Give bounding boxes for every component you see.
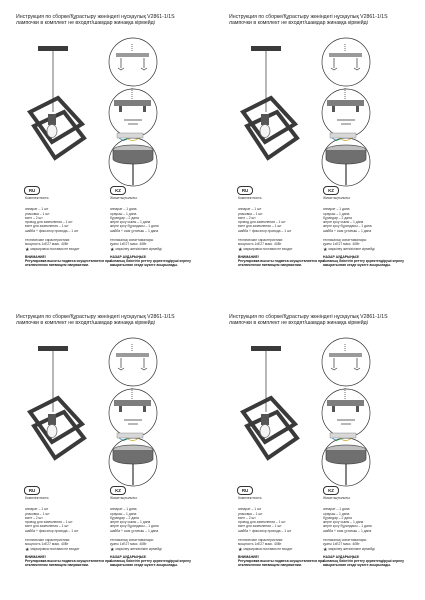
- star-icon: ★: [110, 547, 115, 553]
- contents-item: бұрандар – 2 дана: [110, 515, 139, 520]
- contents-item: бұрандар – 2 дана: [110, 215, 139, 220]
- contents-item: жерге қосу сымы – 1 дана: [110, 520, 151, 525]
- detail-wiring-icon: [322, 133, 370, 186]
- marking-note-ru: [238, 547, 293, 552]
- warning-title-ru: ВНИМАНИЕ!: [25, 555, 46, 559]
- lamp-illustration: [30, 46, 84, 158]
- contents-header-ru: Комплектность:: [238, 196, 263, 200]
- detail-ceiling-plate-icon: [109, 338, 157, 386]
- lamp-illustration: [243, 346, 297, 458]
- contents-item: шайба + сым ұстағыш – 1 дана: [110, 228, 159, 233]
- star-icon: ★: [25, 547, 30, 553]
- contents-item: шайба + сым ұстағыш – 1 дана: [110, 528, 159, 533]
- contents-item: орауыш – 1 дана: [323, 511, 350, 516]
- marking-text-ru: маркировка поставки не входят: [243, 547, 293, 551]
- contents-item: аппарат – 1 шт: [238, 507, 262, 512]
- detail-bracket-mount-icon: [109, 388, 157, 437]
- instruction-sheet: [0, 0, 212, 300]
- spec-title-kz: техникалық сипаттамалары:: [110, 238, 154, 243]
- contents-item: провод для заземления – 1 шт: [25, 220, 73, 225]
- title-line-2: лампочки в комплект не входят/шамдар жинаққа кірмейді: [229, 20, 368, 27]
- marking-note-ru: [25, 247, 80, 252]
- spec-title-ru: технические характеристики:: [25, 238, 71, 243]
- contents-item: винт для заземления – 1 шт: [25, 524, 69, 529]
- contents-list-ru: [238, 196, 328, 247]
- warning-title-ru: ВНИМАНИЕ!: [25, 255, 46, 259]
- marking-text-ru: маркировка поставки не входят: [243, 247, 293, 251]
- title-line-2: лампочки в комплект не входят/шамдар жинаққа кірмейді: [229, 320, 368, 327]
- marking-text-kz: маркілеу жеткізілімге кірмейді: [328, 547, 375, 551]
- contents-item: аппарат – 1 дана: [110, 507, 137, 512]
- contents-item: аппарат – 1 дана: [323, 207, 350, 212]
- contents-item: бұрандар – 2 дана: [323, 515, 352, 520]
- lamp-illustration: [30, 346, 84, 458]
- contents-item: винт для заземления – 1 шт: [25, 224, 69, 229]
- contents-item: провод для заземления – 1 шт: [238, 220, 286, 225]
- marking-note-kz: [323, 547, 375, 552]
- contents-item: жерге қосу бұрандасы – 1 дана: [323, 224, 372, 229]
- contents-item: аппарат – 1 шт: [238, 207, 262, 212]
- language-badge-ru: RU: [237, 486, 253, 495]
- detail-ceiling-plate-icon: [322, 38, 370, 86]
- contents-list-ru: [25, 196, 115, 247]
- warning-title-kz: НАЗАР АУДАРЫҢЫЗ!: [323, 255, 360, 259]
- spec-title-ru: технические характеристики:: [238, 238, 284, 243]
- title-line-1: Инструкция по сборке/Құрастыру жөніндегі нұсқаулық V2861-1/1S: [16, 314, 175, 320]
- contents-item: жерге қосу сымы – 1 дана: [323, 520, 364, 525]
- marking-note-kz: [323, 247, 375, 252]
- title-line-2: лампочки в комплект не входят/шамдар жинаққа кірмейді: [16, 20, 155, 27]
- warning-title-ru: ВНИМАНИЕ!: [238, 555, 259, 559]
- contents-list-kz: [110, 496, 200, 547]
- title-line-1: Инструкция по сборке/Құрастыру жөніндегі нұсқаулық V2861-1/1S: [229, 314, 388, 320]
- contents-item: упаковка – 1 шт: [238, 211, 263, 216]
- spec-value-ru: мощность 1xE27 макс. 40Вт: [25, 242, 69, 247]
- warning-text-kz: Аспаның биіктігін реттеу қоректендіруші кернеу ажыратылған кезде жүзеге асырылады.: [323, 259, 404, 268]
- star-icon: ★: [238, 247, 243, 253]
- warning-ru: [25, 255, 121, 268]
- contents-item: бұрандар – 2 дана: [323, 215, 352, 220]
- contents-header-kz: Жиынтықтылығы:: [110, 496, 138, 500]
- spec-value-ru: мощность 1xE27 макс. 40Вт: [238, 242, 282, 247]
- lamp-illustration: [243, 46, 297, 158]
- warning-text-ru: Регулировка высоты подвеса осуществляется при отключенном питающем напряжении.: [238, 559, 325, 568]
- contents-item: провод для заземления – 1 шт: [238, 520, 286, 525]
- star-icon: ★: [323, 547, 328, 553]
- contents-item: винт – 2 шт: [25, 515, 43, 520]
- contents-list-kz: [323, 496, 413, 547]
- contents-item: шайба + фиксатор провода – 1 шт: [238, 528, 292, 533]
- detail-bracket-mount-icon: [109, 88, 157, 137]
- language-badge-kz: KZ: [110, 486, 126, 495]
- warning-ru: [238, 255, 334, 268]
- contents-item: винт – 2 шт: [238, 215, 256, 220]
- contents-list-ru: [25, 496, 115, 547]
- contents-item: шайба + сым ұстағыш – 1 дана: [323, 228, 372, 233]
- warning-ru: [25, 555, 121, 568]
- language-badge-kz: KZ: [110, 186, 126, 195]
- contents-item: орауыш – 1 дана: [110, 211, 137, 216]
- marking-note-kz: [110, 547, 162, 552]
- page-title: [229, 14, 425, 27]
- spec-title-kz: техникалық сипаттамалары:: [323, 238, 367, 243]
- title-line-1: Инструкция по сборке/Құрастыру жөніндегі нұсқаулық V2861-1/1S: [229, 14, 388, 20]
- detail-wiring-icon: [109, 433, 157, 486]
- marking-note-ru: [238, 247, 293, 252]
- instruction-sheet: [213, 300, 425, 600]
- contents-item: винт для заземления – 1 шт: [238, 224, 282, 229]
- contents-header-ru: Комплектность:: [25, 196, 50, 200]
- detail-bracket-mount-icon: [322, 88, 370, 137]
- detail-ceiling-plate-icon: [109, 38, 157, 86]
- contents-item: жерге қосу сымы – 1 дана: [110, 220, 151, 225]
- warning-text-ru: Регулировка высоты подвеса осуществляется при отключенном питающем напряжении.: [25, 559, 112, 568]
- contents-item: упаковка – 1 шт: [238, 511, 263, 516]
- star-icon: ★: [238, 547, 243, 553]
- warning-kz: [323, 555, 419, 568]
- contents-item: жерге қосу бұрандасы – 1 дана: [110, 224, 159, 229]
- page-title: [16, 14, 212, 27]
- marking-text-kz: маркілеу жеткізілімге кірмейді: [115, 247, 162, 251]
- warning-text-ru: Регулировка высоты подвеса осуществляется при отключенном питающем напряжении.: [25, 259, 112, 268]
- contents-item: аппарат – 1 шт: [25, 507, 49, 512]
- contents-header-ru: Комплектность:: [238, 496, 263, 500]
- marking-text-ru: маркировка поставки не входят: [30, 547, 80, 551]
- contents-item: шайба + фиксатор провода – 1 шт: [25, 528, 79, 533]
- contents-item: шайба + сым ұстағыш – 1 дана: [323, 528, 372, 533]
- warning-title-kz: НАЗАР АУДАРЫҢЫЗ!: [110, 255, 147, 259]
- contents-item: аппарат – 1 дана: [110, 207, 137, 212]
- warning-title-ru: ВНИМАНИЕ!: [238, 255, 259, 259]
- contents-list-kz: [323, 196, 413, 247]
- title-line-1: Инструкция по сборке/Құрастыру жөніндегі нұсқаулық V2861-1/1S: [16, 14, 175, 20]
- language-badge-ru: RU: [237, 186, 253, 195]
- warning-text-ru: Регулировка высоты подвеса осуществляется при отключенном питающем напряжении.: [238, 259, 325, 268]
- contents-item: шайба + фиксатор провода – 1 шт: [25, 228, 79, 233]
- language-badge-kz: KZ: [323, 186, 339, 195]
- contents-item: жерге қосу бұрандасы – 1 дана: [323, 524, 372, 529]
- contents-item: винт – 2 шт: [25, 215, 43, 220]
- spec-value-kz: қуаты 1xE27 макс. 40Вт: [323, 242, 360, 247]
- language-badge-kz: KZ: [323, 486, 339, 495]
- instruction-sheet: [213, 0, 425, 300]
- title-line-2: лампочки в комплект не входят/шамдар жинаққа кірмейді: [16, 320, 155, 327]
- contents-item: провод для заземления – 1 шт: [25, 520, 73, 525]
- spec-title-kz: техникалық сипаттамалары:: [323, 538, 367, 543]
- warning-kz: [110, 555, 206, 568]
- spec-value-kz: қуаты 1xE27 макс. 40Вт: [110, 542, 147, 547]
- contents-header-kz: Жиынтықтылығы:: [110, 196, 138, 200]
- spec-value-kz: қуаты 1xE27 макс. 40Вт: [323, 542, 360, 547]
- star-icon: ★: [110, 247, 115, 253]
- contents-item: шайба + фиксатор провода – 1 шт: [238, 228, 292, 233]
- contents-item: упаковка – 1 шт: [25, 511, 50, 516]
- contents-item: упаковка – 1 шт: [25, 211, 50, 216]
- marking-note-ru: [25, 547, 80, 552]
- contents-item: жерге қосу сымы – 1 дана: [323, 220, 364, 225]
- warning-kz: [323, 255, 419, 268]
- star-icon: ★: [323, 247, 328, 253]
- contents-item: орауыш – 1 дана: [110, 511, 137, 516]
- instruction-sheet: [0, 300, 212, 600]
- warning-text-kz: Аспаның биіктігін реттеу қоректендіруші кернеу ажыратылған кезде жүзеге асырылады.: [323, 559, 404, 568]
- detail-wiring-icon: [322, 433, 370, 486]
- detail-ceiling-plate-icon: [322, 338, 370, 386]
- contents-header-kz: Жиынтықтылығы:: [323, 496, 351, 500]
- warning-text-kz: Аспаның биіктігін реттеу қоректендіруші кернеу ажыратылған кезде жүзеге асырылады.: [110, 259, 191, 268]
- spec-title-kz: техникалық сипаттамалары:: [110, 538, 154, 543]
- language-badge-ru: RU: [24, 186, 40, 195]
- star-icon: ★: [25, 247, 30, 253]
- marking-text-ru: маркировка поставки не входят: [30, 247, 80, 251]
- contents-list-kz: [110, 196, 200, 247]
- contents-item: аппарат – 1 шт: [25, 207, 49, 212]
- detail-wiring-icon: [109, 133, 157, 186]
- contents-item: винт – 2 шт: [238, 515, 256, 520]
- warning-title-kz: НАЗАР АУДАРЫҢЫЗ!: [323, 555, 360, 559]
- spec-value-kz: қуаты 1xE27 макс. 40Вт: [110, 242, 147, 247]
- contents-item: аппарат – 1 дана: [323, 507, 350, 512]
- contents-header-ru: Комплектность:: [25, 496, 50, 500]
- marking-text-kz: маркілеу жеткізілімге кірмейді: [328, 247, 375, 251]
- spec-value-ru: мощность 1xE27 макс. 40Вт: [25, 542, 69, 547]
- spec-title-ru: технические характеристики:: [238, 538, 284, 543]
- contents-list-ru: [238, 496, 328, 547]
- warning-title-kz: НАЗАР АУДАРЫҢЫЗ!: [110, 555, 147, 559]
- spec-value-ru: мощность 1xE27 макс. 40Вт: [238, 542, 282, 547]
- spec-title-ru: технические характеристики:: [25, 538, 71, 543]
- marking-text-kz: маркілеу жеткізілімге кірмейді: [115, 547, 162, 551]
- warning-ru: [238, 555, 334, 568]
- page-title: [229, 314, 425, 327]
- warning-text-kz: Аспаның биіктігін реттеу қоректендіруші кернеу ажыратылған кезде жүзеге асырылады.: [110, 559, 191, 568]
- detail-bracket-mount-icon: [322, 388, 370, 437]
- contents-item: жерге қосу бұрандасы – 1 дана: [110, 524, 159, 529]
- contents-item: винт для заземления – 1 шт: [238, 524, 282, 529]
- contents-header-kz: Жиынтықтылығы:: [323, 196, 351, 200]
- warning-kz: [110, 255, 206, 268]
- contents-item: орауыш – 1 дана: [323, 211, 350, 216]
- page-title: [16, 314, 212, 327]
- marking-note-kz: [110, 247, 162, 252]
- language-badge-ru: RU: [24, 486, 40, 495]
